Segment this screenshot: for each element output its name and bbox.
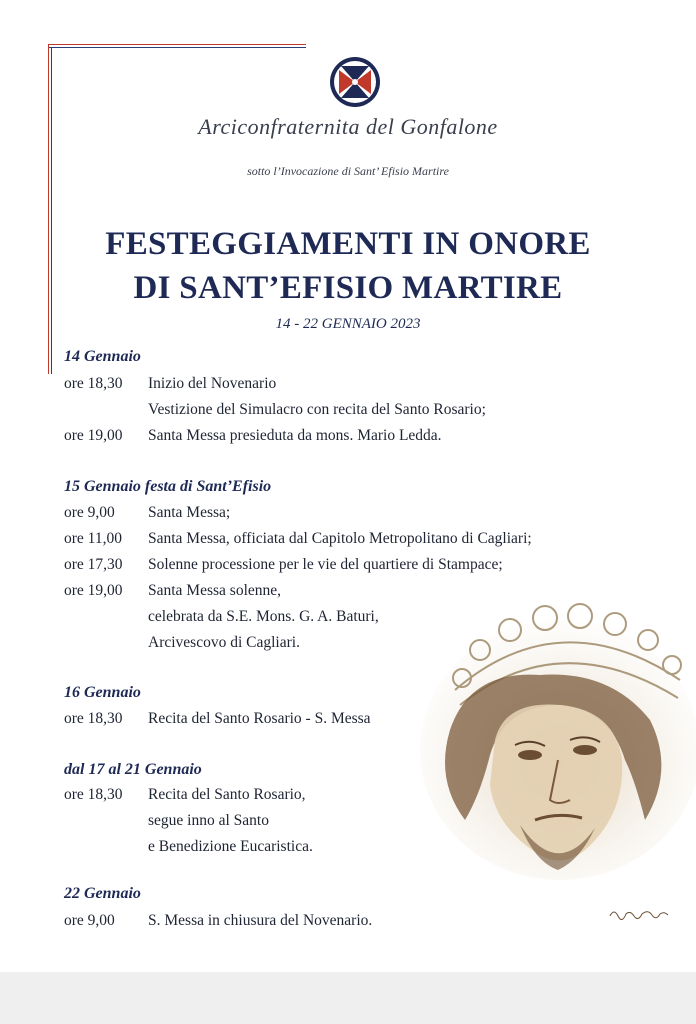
section-heading-14-gennaio: 14 Gennaio — [64, 348, 141, 365]
section-heading-16-gennaio: 16 Gennaio — [64, 684, 141, 701]
organization-name: Arciconfraternita del Gonfalone — [198, 114, 498, 139]
organization-subtitle: sotto l’Invocazione di Sant’ Efisio Martire — [247, 164, 449, 178]
schedule-description: Santa Messa solenne, — [148, 582, 282, 599]
schedule-description-continued: Vestizione del Simulacro con recita del Santo Rosario; — [148, 401, 486, 418]
confraternity-emblem-icon — [329, 56, 381, 108]
schedule-description: Santa Messa; — [148, 504, 231, 521]
schedule-description: Santa Messa, officiata dal Capitolo Metropolitano di Cagliari; — [148, 530, 532, 547]
schedule-time: ore 18,30 — [64, 375, 123, 392]
schedule-description-continued: e Benedizione Eucaristica. — [148, 838, 313, 855]
frame-line-red-top — [48, 44, 306, 45]
schedule-time: ore 9,00 — [64, 912, 115, 929]
schedule-description: S. Messa in chiusura del Novenario. — [148, 912, 373, 929]
section-heading-22-gennaio: 22 Gennaio — [64, 885, 141, 902]
schedule-description: Santa Messa presieduta da mons. Mario Ledda. — [148, 427, 442, 444]
section-heading-17-21-gennaio: dal 17 al 21 Gennaio — [64, 761, 202, 778]
schedule-description: Inizio del Novenario — [148, 375, 277, 392]
page-title-line-1: FESTEGGIAMENTI IN ONORE — [105, 226, 591, 262]
schedule-description-continued: Arcivescovo di Cagliari. — [148, 634, 300, 651]
schedule-description: Solenne processione per le vie del quartiere di Stampace; — [148, 556, 503, 573]
schedule-description: Recita del Santo Rosario - S. Messa — [148, 710, 371, 727]
schedule-time: ore 18,30 — [64, 786, 123, 803]
schedule-time: ore 17,30 — [64, 556, 123, 573]
schedule-description: Recita del Santo Rosario, — [148, 786, 306, 803]
schedule-time: ore 19,00 — [64, 427, 123, 444]
schedule-description-continued: celebrata da S.E. Mons. G. A. Baturi, — [148, 608, 379, 625]
section-heading-15-gennaio: 15 Gennaio festa di Sant’Efisio — [64, 478, 272, 495]
schedule-description-continued: segue inno al Santo — [148, 812, 269, 829]
schedule-time: ore 18,30 — [64, 710, 123, 727]
festival-dates: 14 - 22 GENNAIO 2023 — [275, 316, 421, 332]
page-title-line-2: DI SANT’EFISIO MARTIRE — [133, 270, 563, 306]
schedule-time: ore 19,00 — [64, 582, 123, 599]
saint-efisio-illustration — [410, 580, 696, 880]
frame-line-navy-top — [48, 47, 306, 48]
schedule-time: ore 9,00 — [64, 504, 115, 521]
artist-signature — [608, 906, 670, 920]
schedule-time: ore 11,00 — [64, 530, 122, 547]
